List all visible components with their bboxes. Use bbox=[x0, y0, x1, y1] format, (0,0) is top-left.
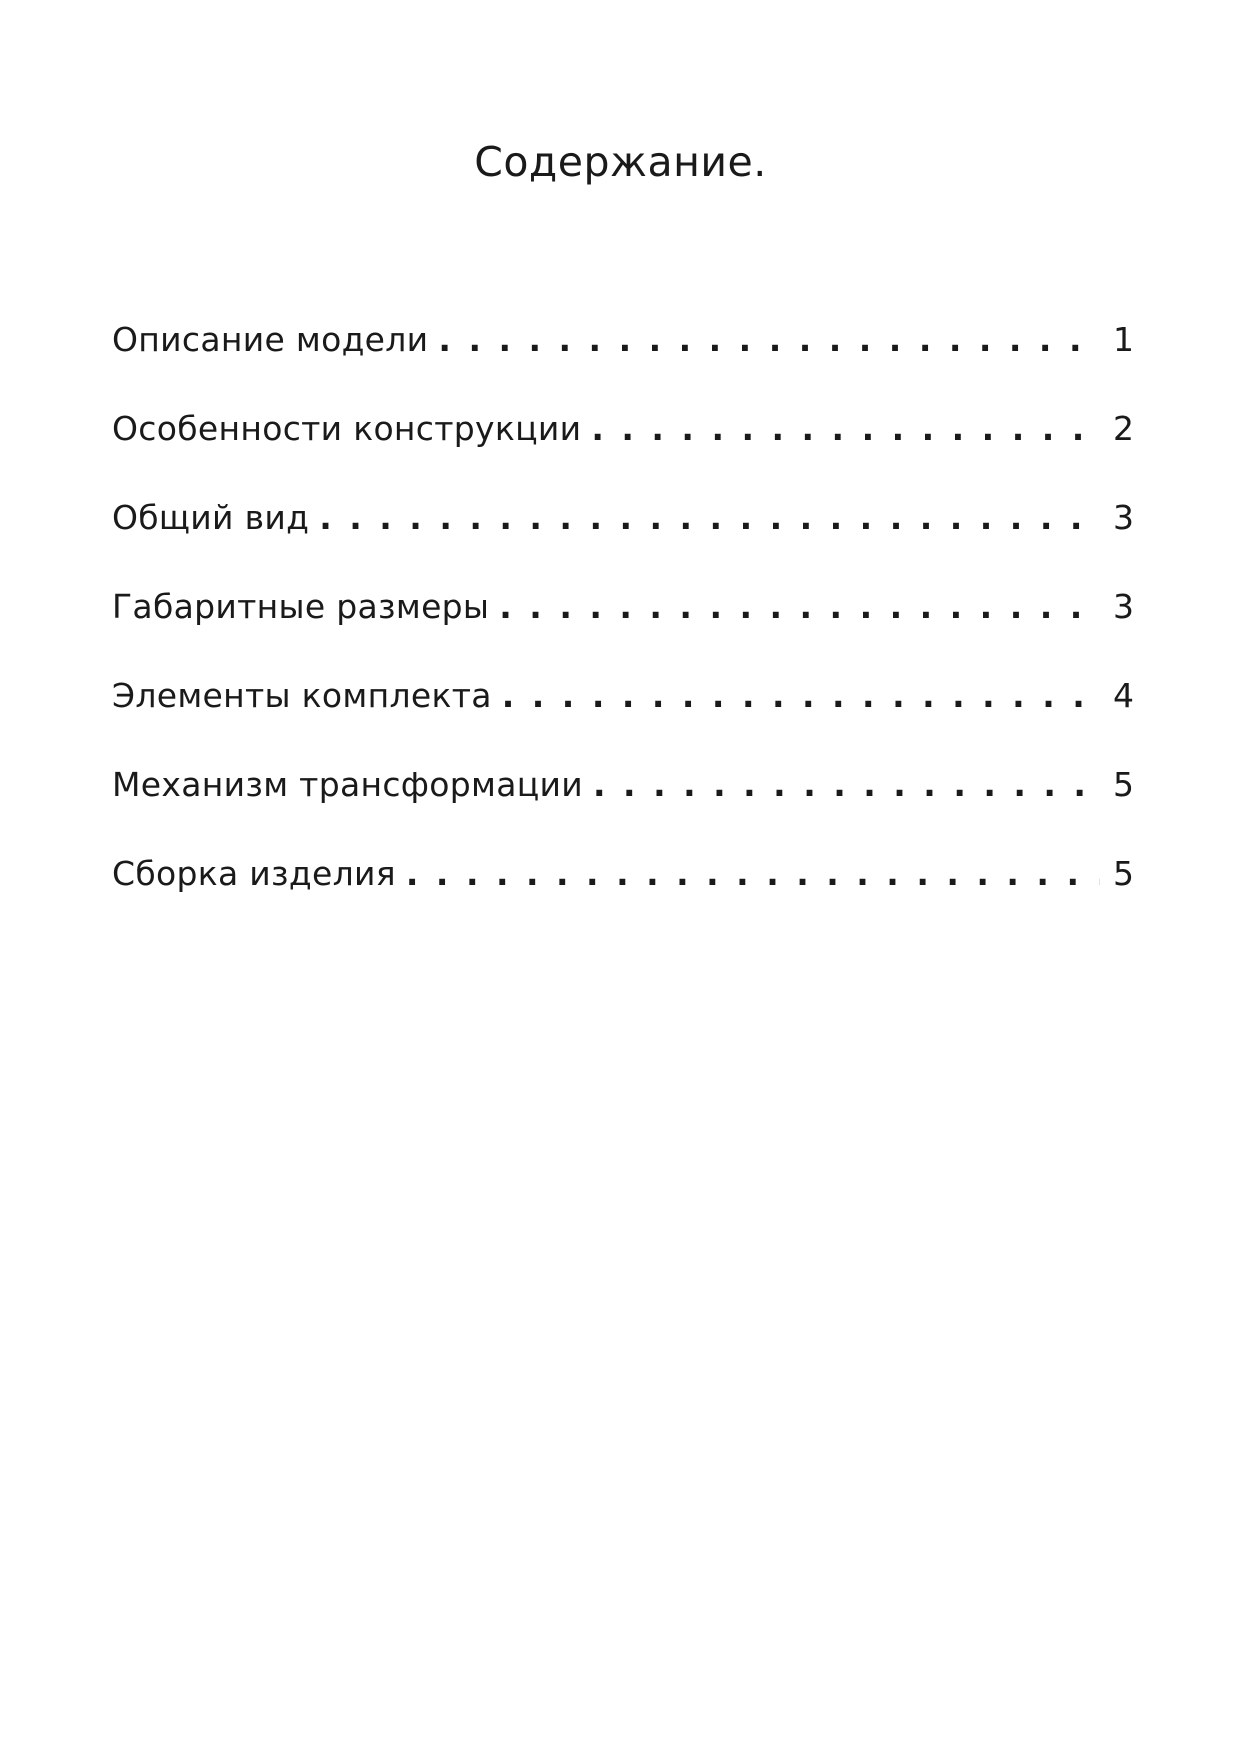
toc-entry bbox=[112, 587, 1134, 676]
page-title: Содержание. bbox=[474, 138, 767, 186]
toc-leader-dots bbox=[438, 320, 1100, 359]
toc-leader-dots bbox=[499, 587, 1100, 626]
toc-entry-page: 4 bbox=[1113, 676, 1134, 715]
toc-entry bbox=[112, 409, 1134, 498]
table-of-contents bbox=[112, 320, 1134, 943]
toc-entry-label: Механизм трансформации bbox=[112, 765, 584, 804]
toc-entry-page: 2 bbox=[1113, 409, 1134, 448]
toc-entry-label: Элементы комплекта bbox=[112, 676, 492, 715]
toc-leader-dots bbox=[591, 409, 1100, 448]
toc-entry bbox=[112, 676, 1134, 765]
toc-entry-label: Габаритные размеры bbox=[112, 587, 490, 626]
toc-entry bbox=[112, 765, 1134, 854]
toc-leader-dots bbox=[406, 854, 1100, 893]
toc-leader-dots bbox=[502, 676, 1100, 715]
toc-entry-page: 1 bbox=[1113, 320, 1134, 359]
toc-entry-label: Особенности конструкции bbox=[112, 409, 582, 448]
toc-entry-page: 5 bbox=[1113, 765, 1134, 804]
toc-entry-label: Сборка изделия bbox=[112, 854, 396, 893]
toc-entry-page: 3 bbox=[1113, 498, 1134, 537]
toc-leader-dots bbox=[593, 765, 1100, 804]
toc-entry bbox=[112, 854, 1134, 943]
toc-entry-label: Описание модели bbox=[112, 320, 429, 359]
toc-entry bbox=[112, 498, 1134, 587]
toc-entry-label: Общий вид bbox=[112, 498, 310, 537]
toc-entry bbox=[112, 320, 1134, 409]
toc-entry-page: 5 bbox=[1113, 854, 1134, 893]
toc-entry-page: 3 bbox=[1113, 587, 1134, 626]
toc-leader-dots bbox=[319, 498, 1100, 537]
